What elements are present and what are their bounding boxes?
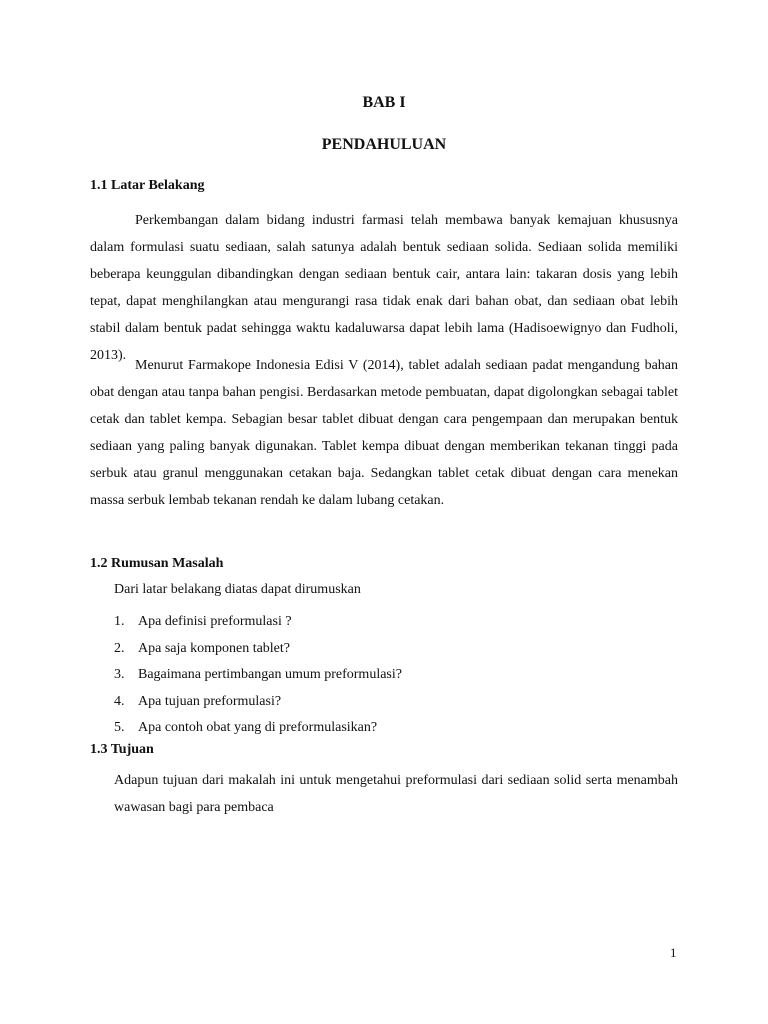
list-number: 2. (114, 640, 125, 656)
list-text: Apa saja komponen tablet? (138, 640, 291, 656)
list-item (90, 662, 402, 689)
list-item (90, 609, 402, 636)
tujuan-paragraph: Adapun tujuan dari makalah ini untuk mengetahui preformulasi dari sediaan solid serta menambah wawasan bagi para pembaca (114, 773, 678, 815)
section-heading-latar-belakang: 1.1 Latar Belakang (90, 178, 205, 193)
chapter-title: PENDAHULUAN (321, 136, 447, 153)
list-item (90, 636, 402, 663)
list-item (90, 689, 402, 716)
list-text: Apa tujuan preformulasi? (138, 693, 282, 709)
list-number: 1. (114, 614, 125, 629)
chapter-number: BAB I (362, 94, 406, 111)
list-number: 5. (114, 720, 125, 735)
question-list (90, 609, 402, 742)
list-text: Bagaimana pertimbangan umum preformulasi? (138, 667, 402, 682)
paragraph-latar-2: Menurut Farmakope Indonesia Edisi V (2014), tablet adalah sediaan padat mengandung bahan obat dengan atau tanpa bahan pengisi. Berdasarkan metode pembuatan, dapat digolongkan sebagai tablet cetak dan tablet kempa. Sebagian besar tablet dibuat dengan cara pengempaan dan merupakan bentuk sediaan yang paling banyak digunakan. Tablet kempa dibuat dengan memberikan tekanan tinggi pada serbuk atau granul menggunakan cetakan baja. Sedangkan tablet cetak dibuat dengan cara menekan massa serbuk lembab tekanan rendah ke dalam lubang cetakan. (90, 358, 678, 508)
list-text: Apa contoh obat yang di preformulasikan? (138, 720, 378, 735)
paragraph-latar-1: Perkembangan dalam bidang industri farmasi telah membawa banyak kemajuan khususnya dalam formulasi suatu sediaan, salah satunya adalah bentuk sediaan solida. Sediaan solida memiliki beberapa keunggulan dibandingkan dengan sediaan bentuk cair, antara lain: takaran dosis yang lebih tepat, dapat menghilangkan atau mengurangi rasa tidak enak dari bahan obat, dan sediaan obat lebih stabil dalam bentuk padat sehingga waktu kadaluwarsa dapat lebih lama (Hadisoewignyo dan Fudholi, 2013). (90, 213, 678, 363)
list-number: 3. (114, 667, 125, 682)
rumusan-intro: Dari latar belakang diatas dapat dirumuskan (114, 582, 361, 597)
section-heading-rumusan-masalah: 1.2 Rumusan Masalah (90, 556, 224, 571)
list-text: Apa definisi preformulasi ? (138, 614, 292, 629)
list-item (90, 715, 402, 742)
list-number: 4. (114, 693, 125, 709)
page-number: 1 (670, 945, 677, 960)
section-heading-tujuan: 1.3 Tujuan (90, 742, 154, 757)
